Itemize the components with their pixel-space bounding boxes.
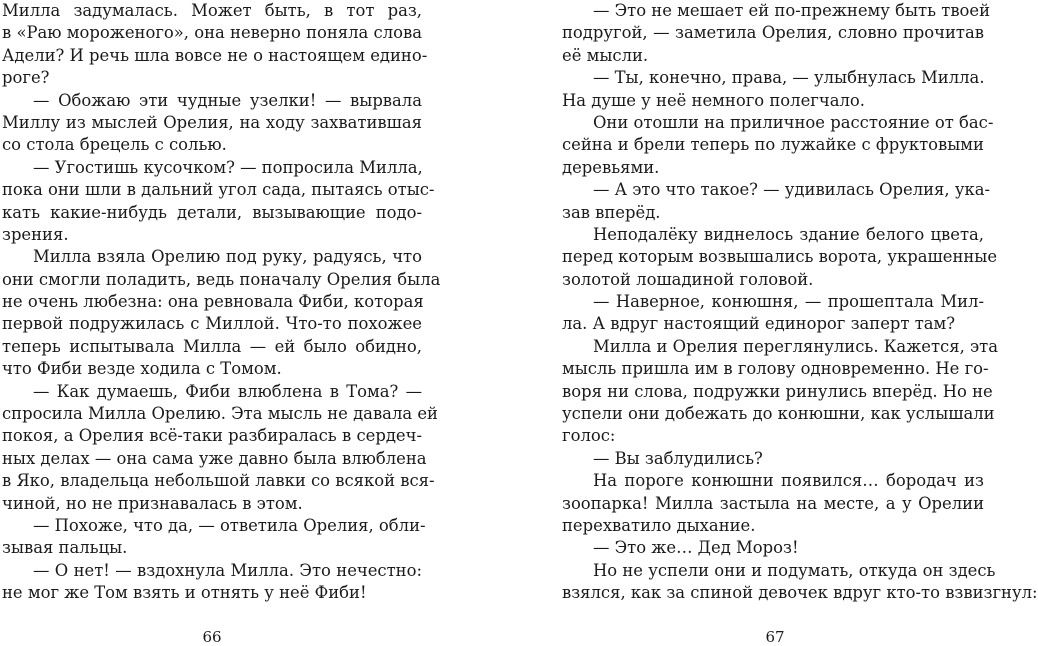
right-page [562,0,1038,605]
text-line: Но не успели они и подумать, откуда он здесь [593,560,996,580]
text-line: успели они добежать до конюшни, как услышали [562,404,995,424]
text-line: в Яко, владельца небольшой лавки со всякой вся- [2,471,435,491]
text-line: Неподалёку виднелось здание белого цвета, [593,224,984,244]
text-line: деревьями. [562,157,660,177]
text-line: подругой, — заметила Орелия, словно прочитав [562,23,984,43]
text-line: Милла взяла Орелию под руку, радуясь, что [33,247,422,267]
text-line: — Угостишь кусочком? — попросила Милла, [33,157,423,177]
text-line: — Ты, конечно, права, — улыбнулась Милла. [593,68,985,88]
text-line: ных делах — она сама уже давно была влюблена [2,448,427,468]
text-line: зывая пальцы. [2,538,128,558]
text-line: покоя, а Орелия всё-таки разбиралась в сердеч- [2,426,422,446]
text-line: перед которым возвышались ворота, украшенные [562,247,998,267]
left-page-text [2,0,441,605]
text-line: Милла задумалась. Может быть, в тот раз, [2,1,422,20]
text-line: зрения. [2,224,69,244]
text-line: зав вперёд. [562,202,661,222]
text-line: пока они шли в дальний угол сада, пытаясь отыс- [2,180,435,200]
text-line: спросила Милла Орелию. Эта мысль не давала ей [2,404,438,424]
page-number-right: 67 [765,628,785,646]
text-line: в «Раю мороженого», она неверно поняла слова [2,23,422,43]
text-line: зоопарка! Милла застыла на месте, а у Орелии [562,493,984,513]
text-line: На пороге конюшни появился… бородач из [593,471,984,491]
text-line: Они отошли на приличное расстояние от бас- [593,112,994,132]
text-line: они смогли поладить, ведь поначалу Орелия была [2,269,441,289]
text-line: — Это не мешает ей по-прежнему быть твоей [593,1,991,20]
text-line: — Это же… Дед Мороз! [593,538,799,558]
text-line: На душе у неё немного полегчало. [562,90,865,110]
text-line: что Фиби везде ходила с Томом. [2,359,282,379]
text-line: теперь испытывала Милла — ей было обидно, [2,336,422,356]
text-line: перехватило дыхание. [562,515,756,535]
text-line: — А это что такое? — удивилась Орелия, ука- [593,180,991,200]
text-line: Адели? И речь шла вовсе не о настоящем едино- [2,45,428,65]
text-line: — Похоже, что да, — ответила Орелия, обли- [33,515,426,535]
text-line: мысль пришла им в голову одновременно. Не го- [562,359,989,379]
text-line: роге? [2,68,50,88]
text-line: — О нет! — вздохнула Милла. Это нечестно: [33,560,422,580]
text-line: не мог же Том взять и отнять у неё Фиби! [2,583,367,603]
page-number-left: 66 [202,628,222,646]
text-line: сейна и брели теперь по лужайке с фруктовыми [562,135,984,155]
text-line: — Обожаю эти чудные узелки! — вырвала [33,90,422,110]
text-line: Милла и Орелия переглянулись. Кажется, эта [593,336,999,356]
text-line: не очень любезна: она ревновала Фиби, которая [2,292,424,312]
text-line: — Как думаешь, Фиби влюблена в Тома? — [33,381,422,401]
right-page-text [562,0,1038,605]
text-line: золотой лошадиной головой. [562,269,814,289]
text-line: ла. А вдруг настоящий единорог заперт там? [562,314,956,334]
text-line: кать какие-нибудь детали, вызывающие подо- [2,202,422,222]
text-line: голос: [562,426,616,446]
text-line: — Вы заблудились? [593,448,763,468]
text-line: взялся, как за спиной девочек вдруг кто-то взвизгнул: [562,583,1038,603]
text-line: со стола брецель с солью. [2,135,227,155]
left-page [2,0,441,605]
text-line: первой подружилась с Миллой. Что-то похожее [2,314,422,334]
text-line: чиной, но не признавалась в этом. [2,493,303,513]
text-line: Миллу из мыслей Орелия, на ходу захватившая [2,112,422,132]
text-line: воря ни слова, подружки ринулись вперёд. Но не [562,381,993,401]
text-line: — Наверное, конюшня, — прошептала Мил- [593,292,984,312]
text-line: её мысли. [562,45,649,65]
